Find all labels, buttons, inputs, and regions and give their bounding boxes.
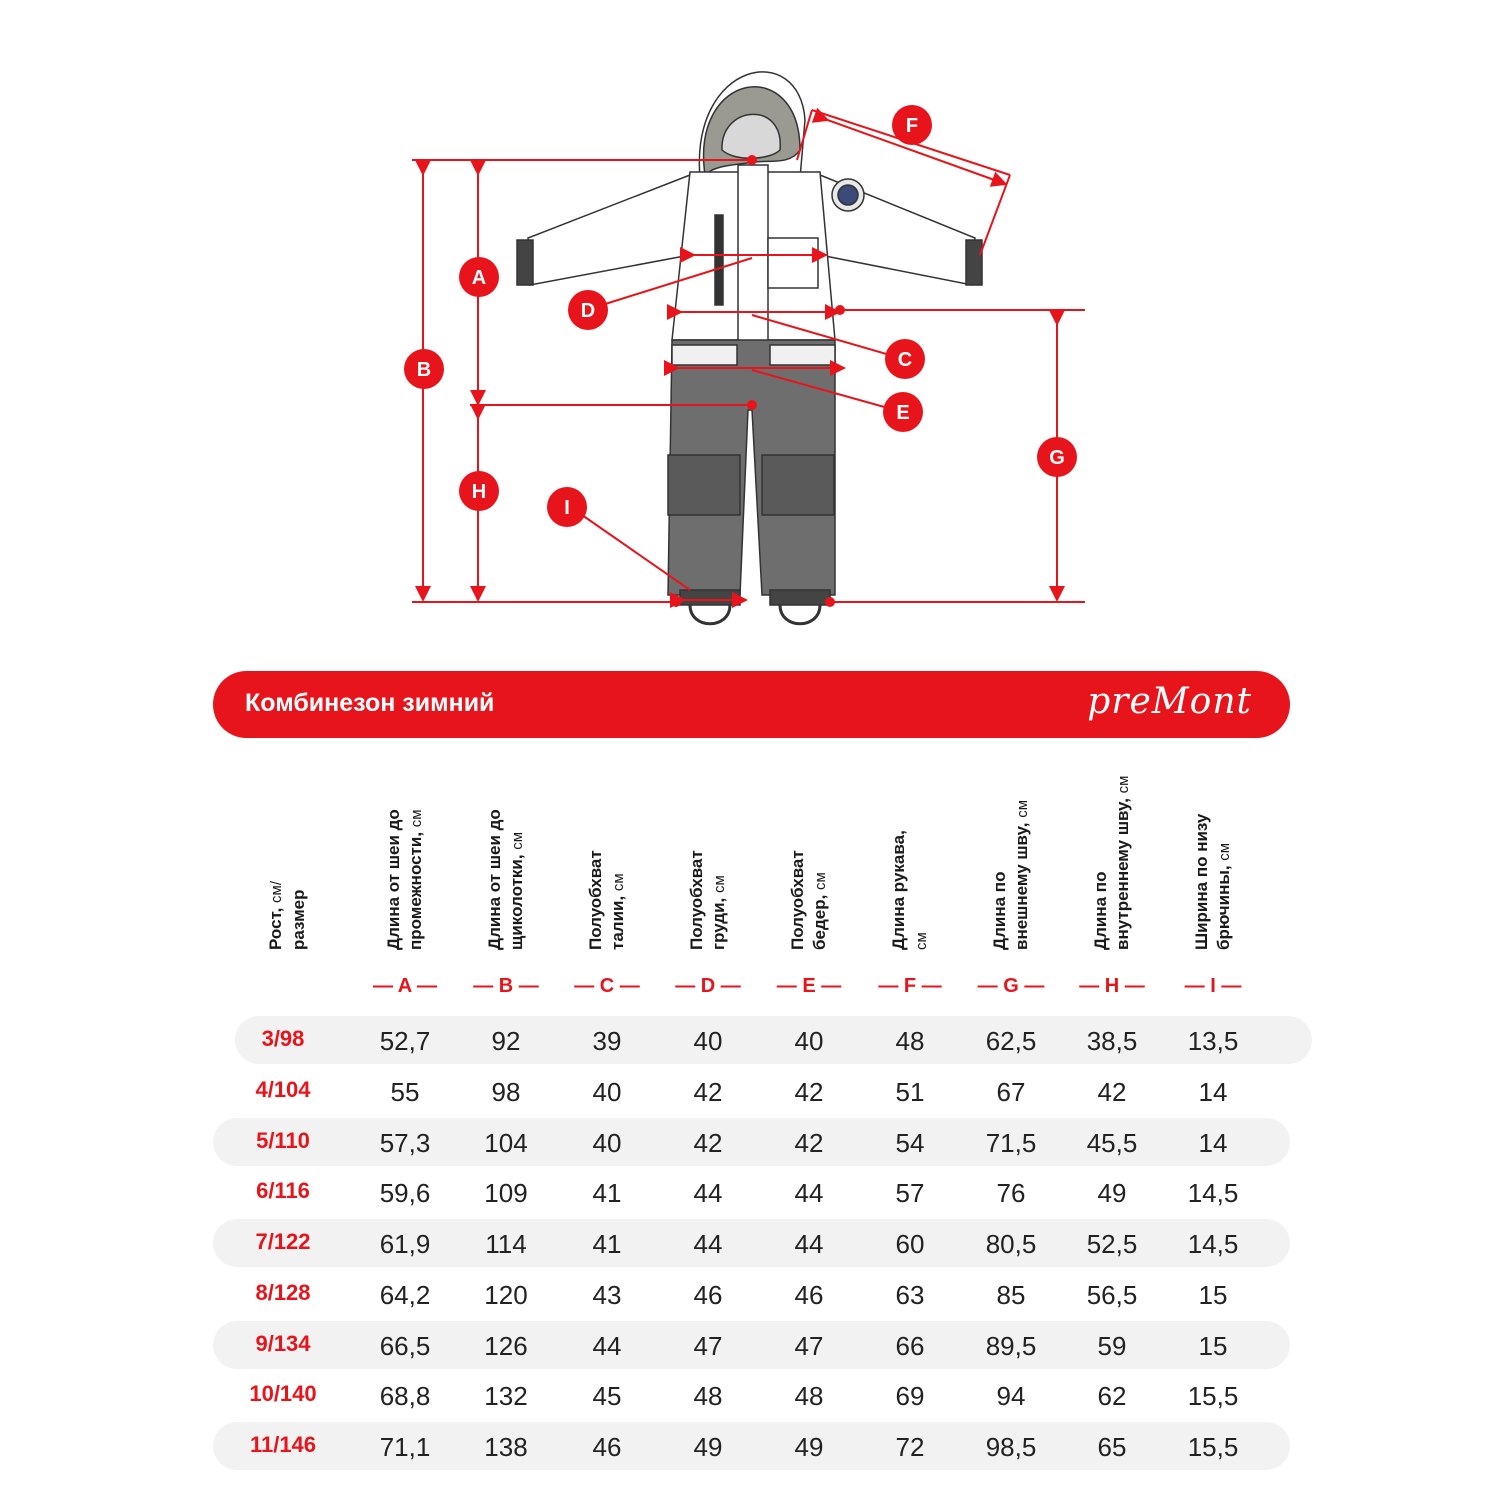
label-e: [883, 392, 923, 432]
table-cell: 72: [895, 1432, 925, 1462]
table-cell: 15: [1198, 1280, 1228, 1310]
table-cell: 54: [895, 1128, 925, 1158]
table-cell: 71,5: [985, 1128, 1037, 1158]
table-cell: 40: [794, 1026, 824, 1056]
table-cell: 14: [1198, 1128, 1228, 1158]
column-header-line2: груди, см: [709, 875, 728, 950]
table-cell: 109: [484, 1178, 528, 1208]
table-cell: 49: [1097, 1178, 1127, 1208]
column-header-unit: см: [812, 872, 829, 890]
column-header-line2: [910, 720, 933, 950]
table-cell: 56,5: [1086, 1280, 1138, 1310]
column-header-unit: см: [610, 873, 627, 892]
column-header-line1: Длина по: [990, 871, 1009, 950]
column-letter: — F —: [878, 975, 942, 997]
column-header: [484, 720, 544, 950]
table-cell: 40: [693, 1026, 723, 1056]
table-cell: 51: [895, 1077, 925, 1107]
table-cell: 132: [484, 1381, 528, 1411]
column-letter: — E —: [776, 975, 842, 997]
product-title: Комбинезон зимний: [245, 689, 495, 717]
column-header-line1: Длина по: [1091, 871, 1110, 950]
column-header-unit: см: [1014, 799, 1031, 818]
column-header-line1: Полуобхват: [586, 850, 605, 950]
size-cell: 8/128: [255, 1280, 311, 1305]
table-cell: 40: [592, 1077, 622, 1107]
table-cell: 42: [1097, 1077, 1127, 1107]
column-header-unit: см: [509, 831, 526, 850]
table-cell: 65: [1097, 1432, 1127, 1462]
column-header-line1: Ширина по низу: [1192, 813, 1211, 950]
column-header: [585, 720, 645, 950]
table-cell: 126: [484, 1331, 528, 1361]
table-cell: 44: [794, 1229, 824, 1259]
size-header-title: Рост,: [266, 902, 285, 950]
table-cell: 44: [592, 1331, 622, 1361]
size-cell: 7/122: [255, 1229, 311, 1254]
table-cell: 43: [592, 1280, 622, 1310]
table-cell: 62,5: [985, 1026, 1037, 1056]
size-header-unit: см/: [268, 880, 285, 903]
table-cell: 61,9: [379, 1229, 431, 1259]
table-cell: 60: [895, 1229, 925, 1259]
table-cell: 66: [895, 1331, 925, 1361]
table-cell: 62: [1097, 1381, 1127, 1411]
table-cell: 49: [794, 1432, 824, 1462]
column-header-line1: Длина рукава,: [889, 830, 908, 950]
table-cell: 67: [996, 1077, 1026, 1107]
table-cell: 14,5: [1187, 1229, 1239, 1259]
table-cell: 42: [693, 1128, 723, 1158]
column-letter: — G —: [977, 975, 1045, 997]
column-header-line2: внешнему шву, см: [1012, 799, 1031, 950]
table-cell: 98: [491, 1077, 521, 1107]
label-d: [568, 290, 608, 330]
size-cell: 3/98: [261, 1026, 305, 1051]
table-cell: 15: [1198, 1331, 1228, 1361]
size-cell: 4/104: [255, 1077, 311, 1102]
table-cell: 120: [484, 1280, 528, 1310]
table-cell: 64,2: [379, 1280, 431, 1310]
table-cell: 59: [1097, 1331, 1127, 1361]
column-header: [686, 720, 746, 950]
column-header-line2: бедер, см: [810, 872, 829, 950]
size-header-title2: размер: [289, 889, 308, 950]
table-cell: 42: [794, 1128, 824, 1158]
table-cell: 92: [491, 1026, 521, 1056]
table-cell: 48: [693, 1381, 723, 1411]
column-header-line1: Полуобхват: [788, 850, 807, 950]
table-cell: 114: [485, 1229, 527, 1259]
table-cell: 48: [895, 1026, 925, 1056]
table-cell: 66,5: [379, 1331, 431, 1361]
table-cell: 40: [592, 1128, 622, 1158]
column-header-line2: внутреннему шву, см: [1113, 775, 1132, 950]
svg-text:B: B: [416, 359, 432, 381]
column-header: [383, 720, 443, 950]
column-header: [787, 720, 847, 950]
table-cell: 46: [592, 1432, 622, 1462]
svg-text:H: H: [471, 481, 487, 503]
table-cell: 52,5: [1086, 1229, 1138, 1259]
size-column-header: [265, 720, 325, 950]
table-cell: 44: [794, 1178, 824, 1208]
column-letter: — B —: [473, 975, 539, 997]
table-cell: 69: [895, 1381, 925, 1411]
table-cell: 57: [895, 1178, 925, 1208]
table-cell: 44: [693, 1178, 723, 1208]
table-cell: 42: [693, 1077, 723, 1107]
label-f: [892, 105, 932, 145]
table-cell: 76: [996, 1178, 1026, 1208]
column-header-unit: см: [711, 875, 728, 894]
table-cell: 52,7: [379, 1026, 431, 1056]
table-cell: 14,5: [1187, 1178, 1239, 1208]
table-cell: 44: [693, 1229, 723, 1259]
column-header-line2: промежности, см: [406, 809, 425, 950]
label-a-text: A: [471, 267, 487, 289]
table-cell: 46: [693, 1280, 723, 1310]
column-header-unit: см: [408, 809, 425, 828]
table-cell: 14: [1198, 1077, 1228, 1107]
label-a: [459, 257, 499, 297]
column-header-unit: см: [913, 932, 930, 950]
svg-text:E: E: [896, 402, 910, 424]
table-cell: 45,5: [1086, 1128, 1138, 1158]
garment-measurement-diagram: [0, 0, 1500, 650]
table-cell: 15,5: [1187, 1432, 1239, 1462]
label-c: [885, 339, 925, 379]
table-cell: 42: [794, 1077, 824, 1107]
table-cell: 47: [794, 1331, 824, 1361]
column-header: [1191, 720, 1251, 950]
column-header-line1: Полуобхват: [687, 850, 706, 950]
svg-text:I: I: [564, 497, 570, 519]
column-header-unit: см: [1115, 775, 1132, 794]
column-letter: — C —: [574, 975, 640, 997]
column-header-line1: Длина от шеи до: [384, 809, 403, 950]
table-cell: 57,3: [379, 1128, 431, 1158]
column-letter: — I —: [1184, 975, 1242, 997]
table-cell: 71,1: [379, 1432, 431, 1462]
column-header: [989, 720, 1049, 950]
size-cell: 10/140: [249, 1381, 317, 1406]
table-cell: 98,5: [985, 1432, 1037, 1462]
table-cell: 80,5: [985, 1229, 1037, 1259]
table-cell: 94: [996, 1381, 1026, 1411]
table-cell: 45: [592, 1381, 622, 1411]
column-letter: — H —: [1079, 975, 1145, 997]
column-header-line2: брючины, см: [1214, 842, 1233, 950]
table-cell: 46: [794, 1280, 824, 1310]
table-cell: 41: [592, 1229, 622, 1259]
column-header: [1090, 720, 1150, 950]
table-cell: 59,6: [379, 1178, 431, 1208]
column-header: [888, 720, 948, 950]
column-header-line2: талии, см: [608, 873, 627, 950]
size-cell: 9/134: [255, 1331, 311, 1356]
table-cell: 63: [895, 1280, 925, 1310]
label-g: [1037, 437, 1077, 477]
table-cell: 138: [484, 1432, 528, 1462]
column-header-line2: щиколотки, см: [507, 831, 526, 950]
column-letter: — A —: [372, 975, 438, 997]
brand-logo: preMont: [1087, 681, 1252, 722]
svg-text:C: C: [897, 349, 913, 371]
table-cell: 85: [996, 1280, 1026, 1310]
label-i: [547, 487, 587, 527]
table-cell: 41: [592, 1178, 622, 1208]
table-cell: 104: [484, 1128, 528, 1158]
table-cell: 68,8: [379, 1381, 431, 1411]
label-b: [404, 349, 444, 389]
svg-text:F: F: [905, 115, 919, 137]
table-cell: 49: [693, 1432, 723, 1462]
table-cell: 13,5: [1187, 1026, 1239, 1056]
table-cell: 47: [693, 1331, 723, 1361]
table-cell: 55: [390, 1077, 420, 1107]
table-cell: 48: [794, 1381, 824, 1411]
table-cell: 15,5: [1187, 1381, 1239, 1411]
table-cell: 38,5: [1086, 1026, 1138, 1056]
svg-text:D: D: [580, 300, 596, 322]
svg-text:G: G: [1049, 447, 1065, 469]
table-cell: 39: [592, 1026, 622, 1056]
column-header-line1: Длина от шеи до: [485, 809, 504, 950]
column-letter: — D —: [675, 975, 741, 997]
size-cell: 6/116: [256, 1178, 310, 1203]
size-cell: 11/146: [249, 1432, 317, 1457]
column-header-unit: см: [1216, 842, 1233, 861]
table-cell: 89,5: [985, 1331, 1037, 1361]
label-h: [459, 471, 499, 511]
size-cell: 5/110: [256, 1128, 310, 1153]
